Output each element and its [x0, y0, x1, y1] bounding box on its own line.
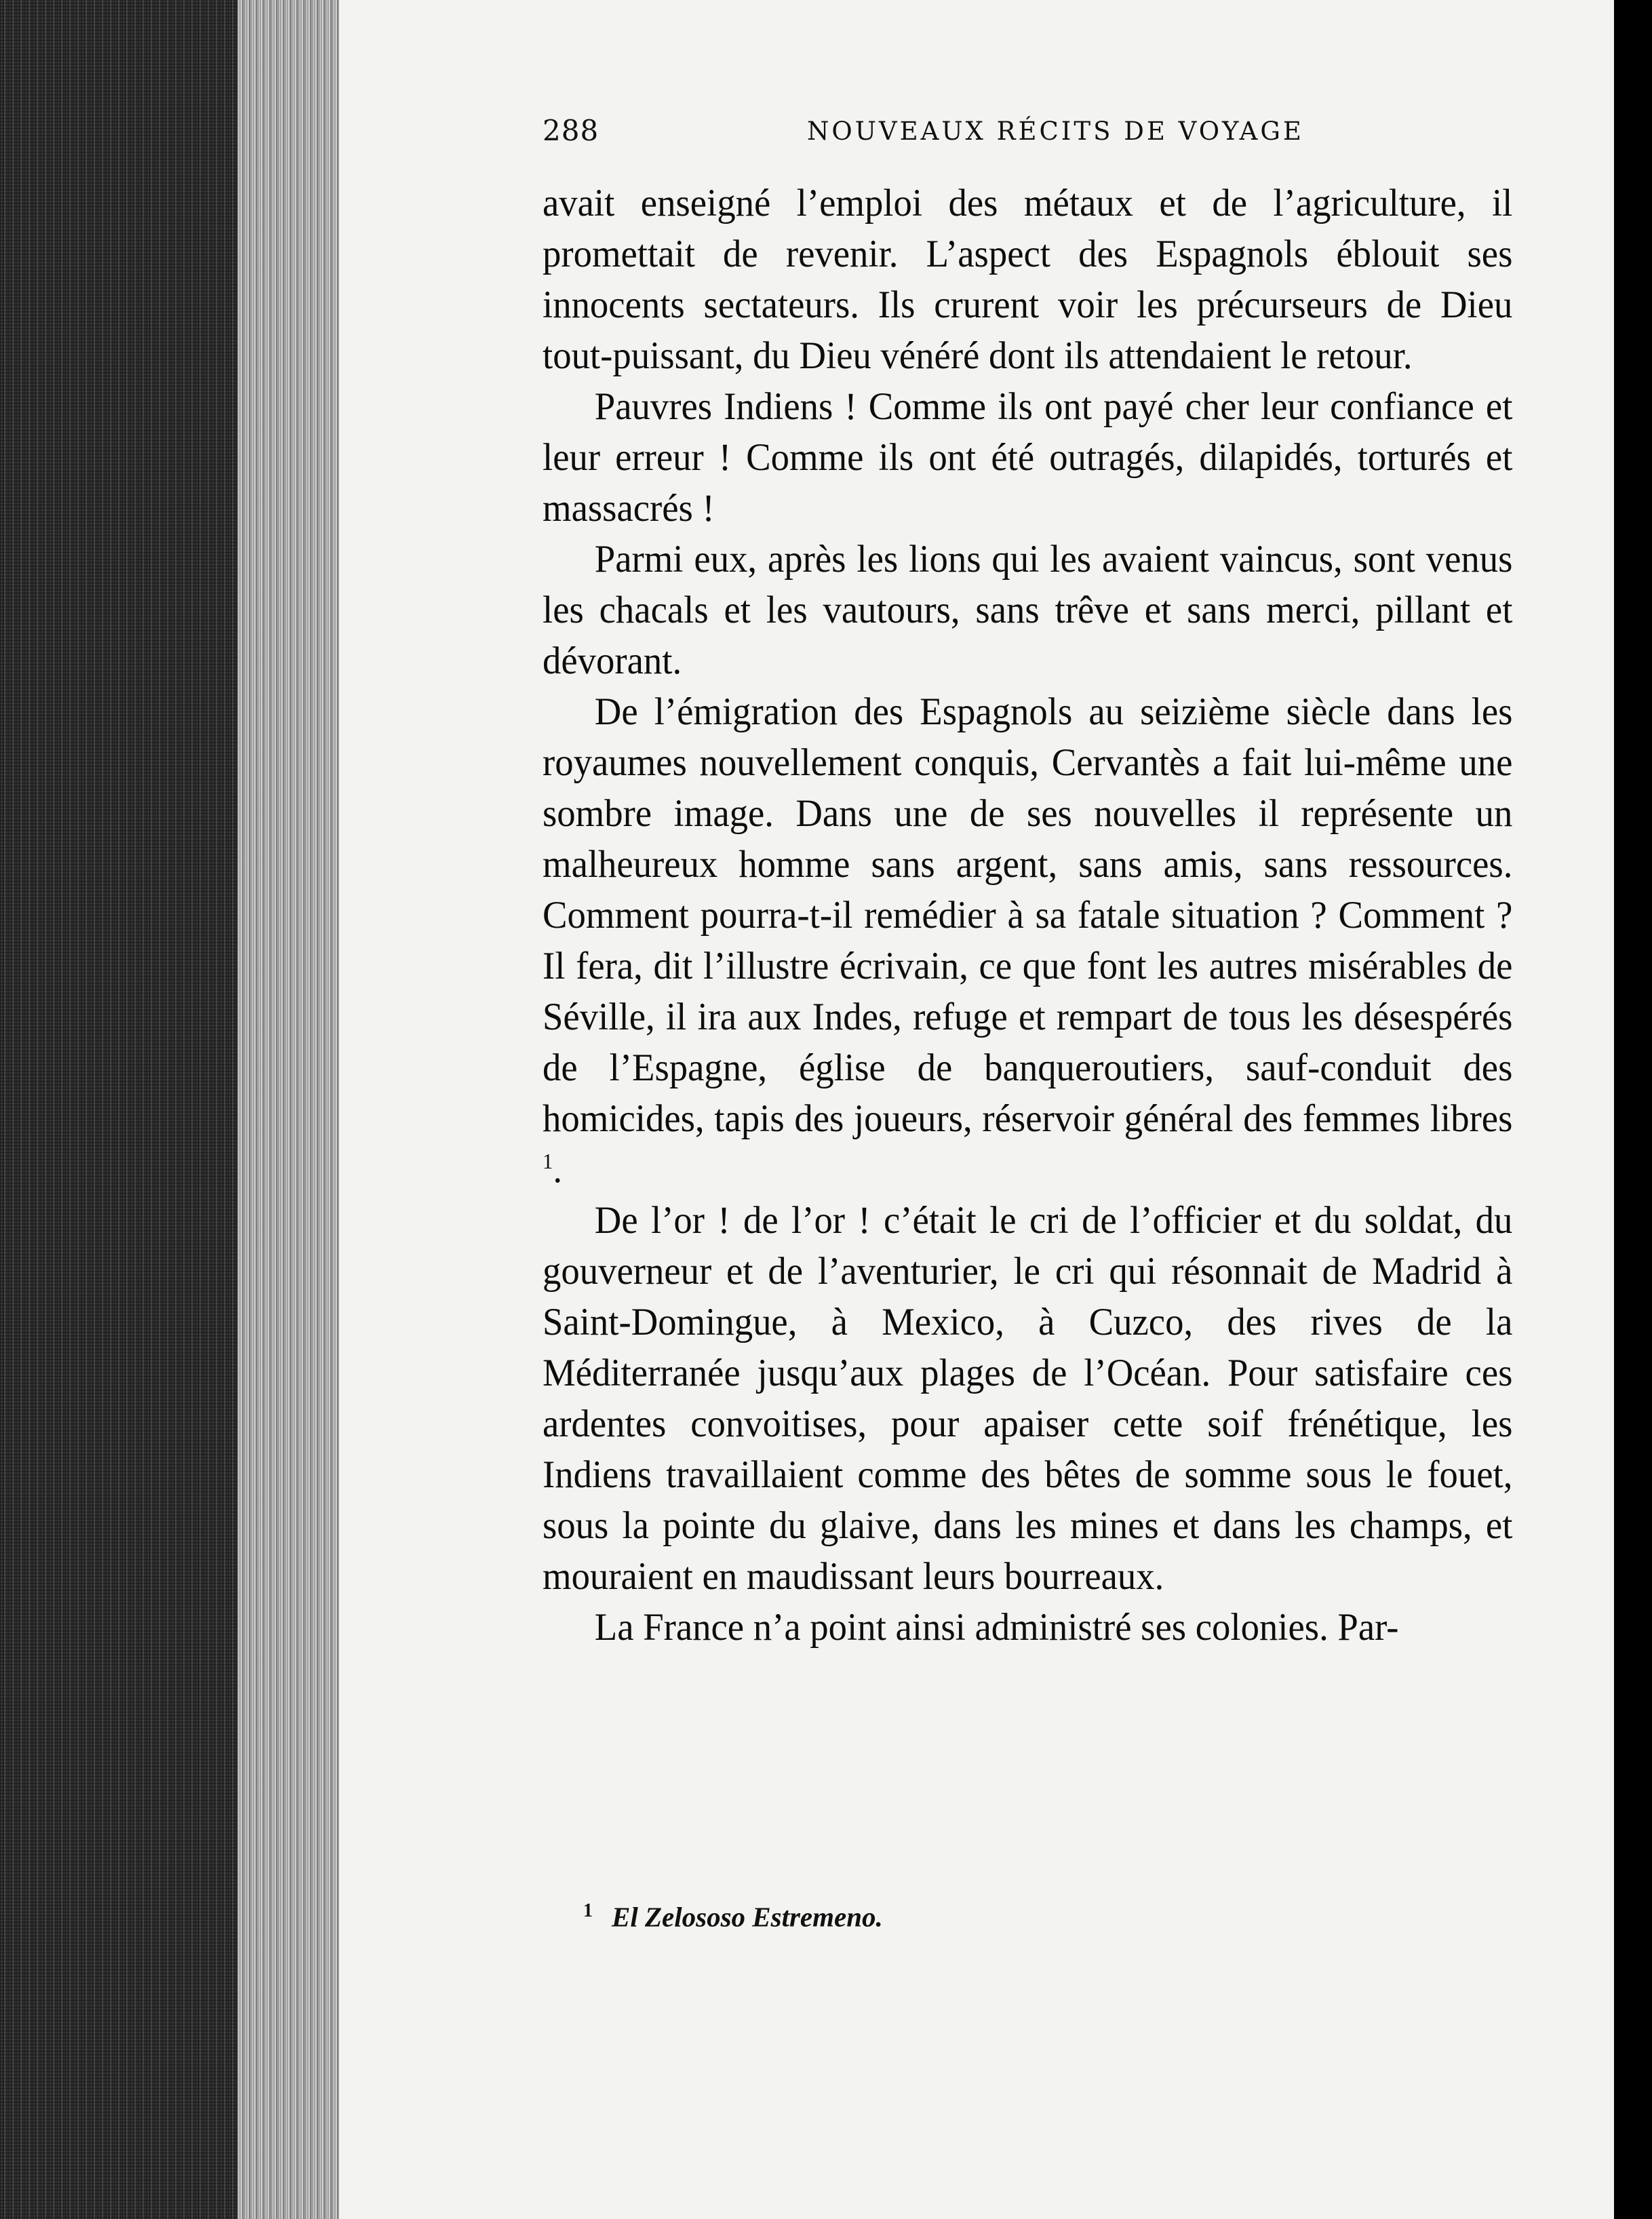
paragraph-text: De l’émigration des Espagnols au seizième siècle dans les royaumes nouvellement conquis, Cervantès a fait lui-même une sombre image. Dans une de ses nouvelles il représente un malheureux homme sans argent, sans amis, sans ressources. Comment pourra-t-il remédier à sa fatale situation ? Comment ? Il fera, dit l’illustre écrivain, ce que font les autres misérables de Séville, il ira aux Indes, refuge et rempart de tous les désespérés de l’Espagne, église de banqueroutiers, sauf-conduit des homicides, tapis des joueurs, réservoir général des femmes libres	[543, 690, 1513, 1140]
paragraph-continuation: avait enseigné l’emploi des métaux et de l’agriculture, il promettait de revenir. L’aspect des Espagnols éblouit ses innocents sectateurs. Ils crurent voir les précurseurs de Dieu tout-puissant, du Dieu vénéré dont ils attendaient le retour.	[543, 182, 1513, 377]
footnote-text: El Zelososo Estremeno.	[612, 1901, 883, 1933]
body-text	[543, 178, 1512, 1653]
footnote	[583, 1900, 1397, 1933]
book-page	[339, 0, 1614, 2219]
paragraph: Pauvres Indiens ! Comme ils ont payé cher leur confiance et leur erreur ! Comme ils ont été outragés, dilapidés, torturés et massacrés !	[543, 385, 1513, 530]
running-head	[543, 114, 1519, 161]
paragraph: Parmi eux, après les lions qui les avaient vaincus, sont venus les chacals et les vautours, sans trêve et sans merci, pillant et dévorant.	[543, 538, 1513, 682]
running-title: NOUVEAUX RÉCITS DE VOYAGE	[807, 117, 1304, 146]
paragraph: De l’or ! de l’or ! c’était le cri de l’officier et du soldat, du gouverneur et de l’aventurier, le cri qui résonnait de Madrid à Saint-Domingue, à Mexico, à Cuzco, des rives de la Méditerranée jusqu’aux plages de l’Océan. Pour satisfaire ces ardentes convoitises, pour apaiser cette soif frénétique, les Indiens travaillaient comme des bêtes de somme sous le fouet, sous la pointe du glaive, dans les mines et dans les champs, et mouraient en maudissant leurs bourreaux.	[543, 1199, 1513, 1598]
paragraph-cervantes	[543, 686, 1512, 1195]
paragraph-end: .	[553, 1148, 563, 1191]
page-number: 288	[543, 114, 599, 147]
footnote-marker: 1	[583, 1900, 593, 1921]
paragraph-final: La France n’a point ainsi administré ses colonies. Par-	[594, 1606, 1399, 1649]
page-stack-edges	[237, 0, 339, 2219]
footnote-reference: 1	[543, 1149, 553, 1173]
scan-border	[1614, 0, 1652, 2219]
